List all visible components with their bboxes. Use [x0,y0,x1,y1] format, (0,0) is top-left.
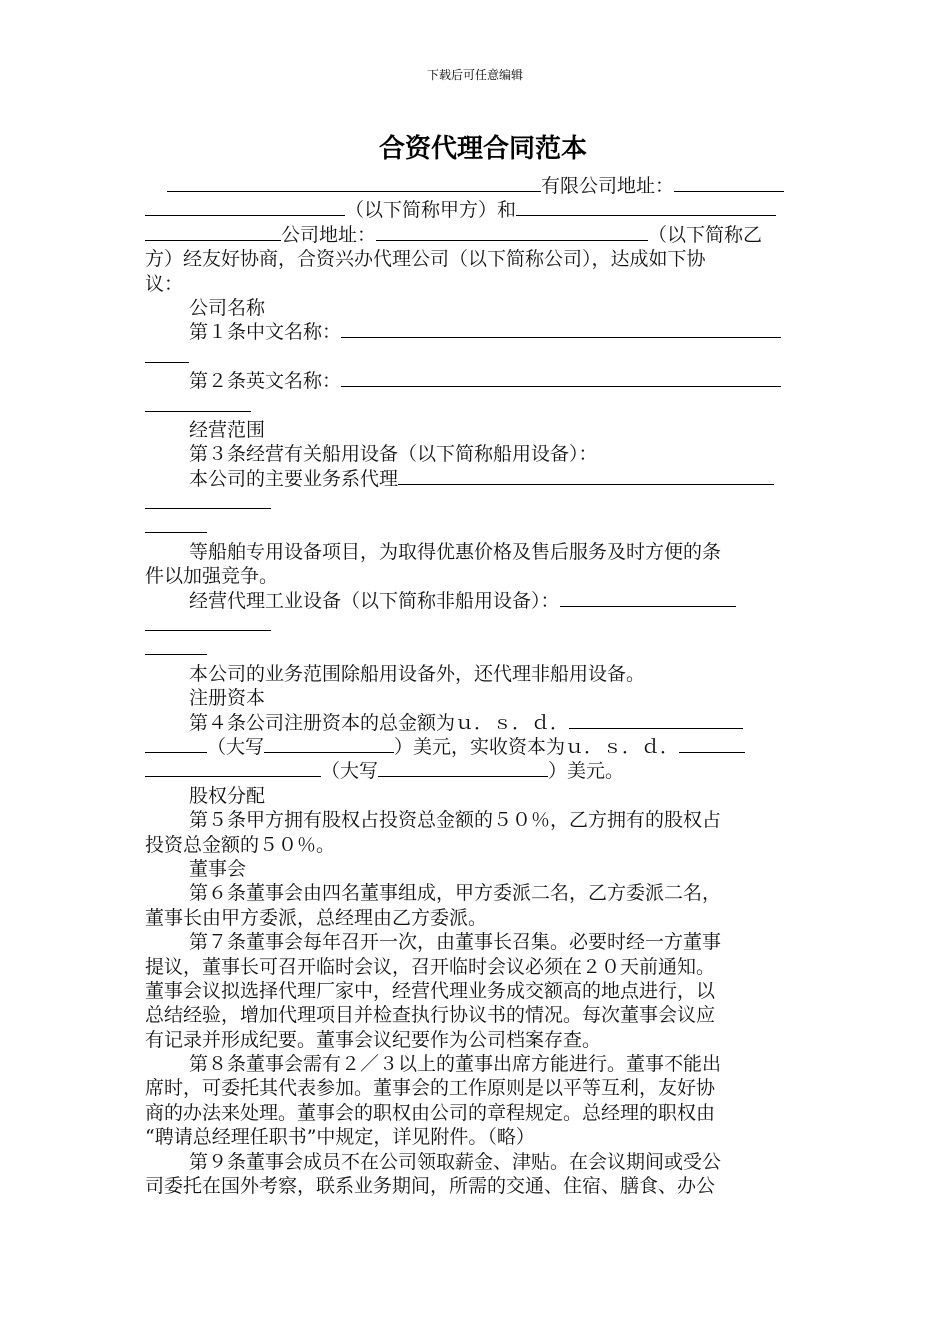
article-3-blank-line-1 [145,491,807,515]
party-a-address-blank[interactable] [674,174,784,192]
article-2-cont [145,394,807,418]
article-7-line-4: 总结经验，增加代理项目并检查执行协议书的情况。每次董事会议应 [145,1004,716,1027]
document-title: 合资代理合同范本 [378,134,587,164]
article-7-line-5: 有记录并形成纪要。董事会议纪要作为公司档案存查。 [145,1028,602,1051]
article-3-main-text: 本公司的主要业务系代理 [189,467,399,490]
article-8-line-1: 第８条董事会需有２／３以上的董事出席方能进行。董事不能出 [189,1053,722,1076]
article-4-text: （大写 [321,760,379,783]
article-9-line-2: 司委托在国外考察，联系业务期间，所需的交通、住宿、膳食、办公 [145,1175,716,1198]
article-3-non-marine-blank-1 [145,613,807,637]
contract-body [145,174,807,1198]
article-4-text: ）美元。 [548,760,625,783]
article-6-line-2: 董事长由甲方委派，总经理由乙方委派。 [145,906,488,929]
preamble-text: （以下简称甲方）和 [345,199,517,222]
preamble-text: （以下简称乙 [648,223,763,246]
article-9-line-1: 第９条董事会成员不在公司领取薪金、津贴。在会议期间或受公 [189,1150,722,1173]
party-a-address-blank-cont[interactable] [145,198,345,216]
party-b-name-blank[interactable] [516,198,776,216]
article-2-text: 第２条英文名称： [189,370,342,393]
article-5-line-2: 投资总金额的５０％。 [145,833,336,856]
article-4-text: ）美元，实收资本为ｕ．ｓ．ｄ． [394,735,680,758]
article-3-continuation-1: 等船舶专用设备项目，为取得优惠价格及售后服务及时方便的条 [189,540,722,563]
article-8-line-2: 席时，可委托其代表参加。董事会的工作原则是以平等互利，友好协 [145,1077,716,1100]
article-7-line-1: 第７条董事会每年召开一次，由董事长召集。必要时经一方董事 [189,931,722,954]
section-heading-board: 董事会 [189,857,247,880]
article-3-non-marine-blank-2 [145,637,807,661]
section-heading-company-name: 公司名称 [189,296,266,319]
total-capital-words-blank[interactable] [264,735,394,753]
section-heading-equity: 股权分配 [189,784,266,807]
article-8-line-3: 商的办法来处理。董事会的职权由公司的章程规定。总经理的职权由 [145,1101,716,1124]
party-b-address-blank[interactable] [376,223,648,241]
paid-capital-words-blank[interactable] [378,759,548,777]
non-marine-blank-cont[interactable] [145,637,207,655]
non-marine-blank-cont[interactable] [145,613,271,631]
article-1-cont [145,345,807,369]
preamble-text: 有限公司地址： [541,175,675,197]
article-3-main-business [145,467,807,491]
article-4-line-3 [145,759,807,783]
chinese-name-blank[interactable] [341,320,781,338]
article-2 [145,369,807,393]
article-4-line-1 [145,711,807,735]
preamble-text: 公司地址： [281,223,377,246]
article-1-text: 第１条中文名称： [189,321,342,344]
section-heading-scope: 经营范围 [189,418,266,441]
article-8-line-4: “聘请总经理任职书”中规定，详见附件。（略） [145,1126,535,1149]
article-7-line-2: 提议，董事长可召开临时会议，召开临时会议必须在２０天前通知。 [145,955,716,978]
preamble-line-5: 议： [145,272,184,295]
preamble-line-2 [145,198,807,222]
article-3: 第３条经营有关船用设备（以下简称船用设备）： [189,443,598,466]
party-a-name-blank[interactable] [167,174,541,192]
main-business-blank[interactable] [398,467,774,485]
total-capital-blank[interactable] [569,711,743,729]
article-6-line-1: 第６条董事会由四名董事组成，甲方委派二名，乙方委派二名， [189,882,722,905]
preamble-line-3 [145,223,807,247]
article-3-extra: 本公司的业务范围除船用设备外，还代理非船用设备。 [189,662,646,685]
non-marine-blank[interactable] [560,589,736,607]
preamble-line-4: 方）经友好协商，合资兴办代理公司（以下简称公司），达成如下协 [145,248,706,271]
leading-space [145,175,167,192]
article-4-line-2 [145,735,807,759]
party-b-name-blank-cont[interactable] [145,223,281,241]
paid-capital-blank-cont[interactable] [145,759,321,777]
article-7-line-3: 董事会议拟选择代理厂家中，经营代理业务成交额高的地点进行，以 [145,979,716,1002]
non-marine-text: 经营代理工业设备（以下简称非船用设备）： [189,589,560,612]
article-4-text: （大写 [207,735,265,758]
total-capital-blank-cont[interactable] [145,735,207,753]
main-business-blank-cont[interactable] [145,515,207,533]
english-name-blank-cont[interactable] [145,394,251,412]
header-note: 下载后可任意编辑 [426,68,523,82]
article-3-blank-line-2 [145,515,807,539]
article-1 [145,320,807,344]
paid-capital-blank[interactable] [679,735,745,753]
chinese-name-blank-cont[interactable] [145,345,189,363]
preamble-line-1 [145,174,807,198]
article-3-continuation-2: 件以加强竞争。 [145,565,279,588]
article-5-line-1: 第５条甲方拥有股权占投资总金额的５０％，乙方拥有的股权占 [189,809,722,832]
section-heading-capital: 注册资本 [189,687,266,710]
english-name-blank[interactable] [341,369,781,387]
article-3-non-marine [145,589,807,613]
article-4-text: 第４条公司注册资本的总金额为ｕ．ｓ．ｄ． [189,711,570,734]
main-business-blank-cont[interactable] [145,491,271,509]
